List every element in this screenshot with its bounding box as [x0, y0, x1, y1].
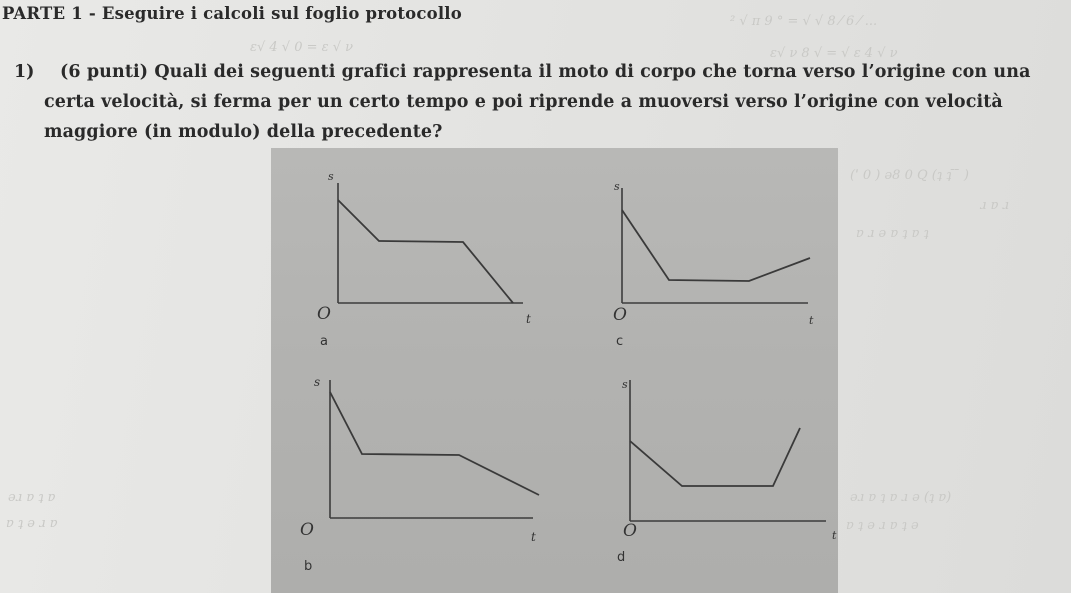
- graph-a-y-label: s: [328, 170, 334, 183]
- graph-d-curve: [630, 428, 800, 486]
- graph-b: [300, 375, 539, 574]
- question-text-line-1: (6 punti) Quali dei seguenti grafici rappresenta il moto di corpo che torna verso l’origine con una: [60, 62, 1031, 82]
- graph-d-x-label: t: [832, 529, 837, 542]
- graph-c-curve: [622, 210, 810, 281]
- bleed-through-text: ɐ ʇ ǝ ɹ ɐ ʇ ǝ: [846, 518, 919, 533]
- bleed-through-text: ǝɹ ɐ ʇ ɐ ɹ ǝ (ʇ ɐ): [850, 490, 952, 505]
- graph-b-y-label: s: [314, 375, 321, 389]
- graph-a: [317, 170, 531, 349]
- graph-c-x-label: t: [809, 314, 814, 327]
- question-text-line-3: maggiore (in modulo) della precedente?: [44, 122, 443, 142]
- graph-a-origin-label: O: [317, 304, 331, 324]
- part-title: PARTE 1 - Eseguire i calcoli sul foglio protocollo: [2, 4, 462, 23]
- graph-b-curve: [330, 392, 539, 495]
- graph-d-origin-label: O: [623, 521, 637, 541]
- bleed-through-text: ² √ π 9 ° = √ √ 8 ⁄ 6 ⁄ ...: [730, 14, 878, 29]
- bleed-through-text: (ˈ 0 ) ǝ8 0 Q (ʇ ʇ ̄ ̄ ): [850, 168, 969, 183]
- bleed-through-text: ǝɹ ɐ ʇ ɐ: [8, 490, 56, 505]
- graph-b-origin-label: O: [300, 520, 314, 540]
- bleed-through-text: ɹ ɐ ɹ: [980, 198, 1010, 213]
- graph-b-label: b: [304, 559, 313, 574]
- graph-a-label: a: [320, 334, 328, 349]
- question-text-line-2: certa velocità, si ferma per un certo tempo e poi riprende a muoversi verso l’origine con velocità: [44, 92, 1003, 112]
- bleed-through-text: ε√ 4 √ 0 = ε √ ν: [250, 40, 354, 55]
- graph-c-origin-label: O: [613, 305, 627, 325]
- graphs-figure: [271, 148, 838, 593]
- graph-a-x-label: t: [526, 312, 531, 326]
- graph-c: [613, 180, 814, 349]
- graph-a-curve: [338, 200, 513, 303]
- bleed-through-text: ɐ ʇ ǝ ɹ ɐ: [6, 516, 58, 531]
- question-number: 1): [14, 62, 35, 82]
- graph-d-y-label: s: [622, 378, 628, 391]
- graph-c-label: c: [616, 334, 624, 349]
- graph-b-x-label: t: [531, 530, 536, 544]
- graph-d: [617, 378, 837, 565]
- graphs-svg: [271, 148, 838, 593]
- graph-d-label: d: [617, 550, 626, 565]
- graph-c-y-label: s: [614, 180, 620, 193]
- bleed-through-text: ε√ ν 8 √ = √ ε 4 √ ν: [770, 46, 898, 61]
- bleed-through-text: ɐ ɹ ǝ ɐ ʇ ɐ ʇ: [856, 226, 929, 241]
